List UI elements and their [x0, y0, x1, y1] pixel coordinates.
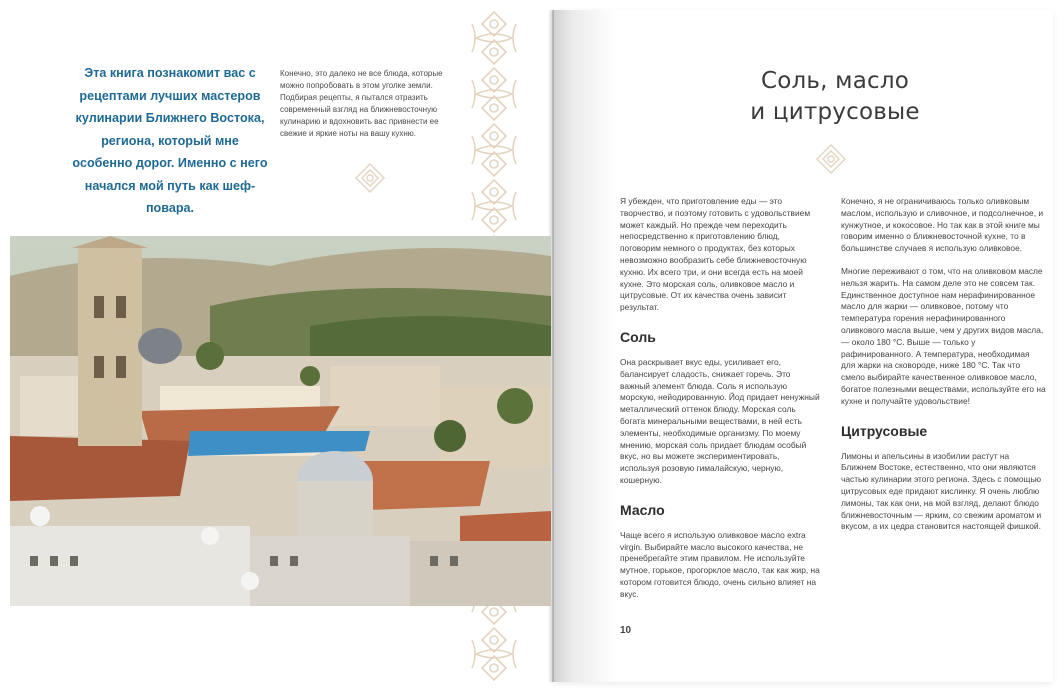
oil-heading: Масло [620, 501, 665, 518]
title-diamond-ornament-icon [815, 143, 847, 175]
intro-paragraph: Я убежден, что приготовление еды — это творчество, и поэтому готовить с удовольствием может каждый. Но прежде чем переходить непосредственно к приготовлению блюд, поговорим немного о продуктах, без которых невозможно вообразить себе ближневосточную кухню. Их всего три, и они всегда есть на моей кухне. Это морская соль, оливковое масло и цитрусовые. От их качества очень зависит результат. [620, 196, 811, 313]
page-title [735, 66, 935, 128]
frying-paragraph: Многие переживают о том, что на оливковом масле нельзя жарить. На самом деле это не совсем так. Единственное доступное нам нерафинированное масло для жарки — оливковое, потому что температура горения нерафинированного оливкового масла выше, чем у других видов масла, — около 180 °С. Выше — только у рафинированного. А температура, необходимая для жарки на сковороде, ниже 180 °С. Так что смело выбирайте качественное оливковое масло, богатое полезными веществами, используйте его на кухне и получайте удовольствие! [841, 265, 1046, 406]
intro-text: Эта книга познакомит вас с рецептами лучших мастеров кулинарии Ближнего Востока, региона, который мне особенно дорог. Именно с него начался мой путь как шеф-повара. [72, 66, 268, 215]
citrus-heading: Цитрусовые [841, 422, 928, 439]
oil-paragraph: Чаще всего я использую оливковое масло extra virgin. Выбирайте масло высокого качества, не пренебрегайте этим правилом. Не используйте мутное, горькое, прогорклое масло, так как жир, на котором готовится блюдо, очень сильно влияет на вкус. [620, 529, 820, 599]
city-photo-icon [10, 236, 551, 606]
text-column-1 [620, 196, 820, 612]
title-line-1: Соль, масло [760, 68, 910, 94]
salt-paragraph: Она раскрывает вкус еды, усиливает его, балансирует сладость, снижает горечь. Это важный элемент блюда. Соль я использую морскую, нейодированную. Йод придает ненужный металлический оттенок блюду. Морская соль богата минеральными веществами, в ней есть элементы, необходимые организму. По моему мнению, морская соль придает блюдам особый вкус, но вы можете экспериментировать, используя розовую гималайскую, черную, кошерную. [620, 356, 820, 485]
page-number: 10 [620, 625, 632, 636]
oil-continued-paragraph: Конечно, я не ограничиваюсь только оливковым маслом, использую и сливочное, и подсолнечное, и кунжутное, и кокосовое. Но так как в этой книге мы говорим именно о ближневосточной кухне, то в большинстве случаев я использую оливковое. [841, 196, 1044, 254]
citrus-paragraph: Лимоны и апельсины в изобилии растут на Ближнем Востоке, естественно, что они являются частью кулинарии этого региона. Здесь с помощью цитрусовых еде придают кислинку. Я очень люблю лимоны, так как они, на мой взгляд, делают блюдо ближневосточным — ярким, со свежим ароматом и вкусом, а их цедра становится настоящей фишкой. [841, 450, 1042, 532]
text-column-2 [841, 196, 1046, 544]
title-line-2: и цитрусовые [750, 99, 920, 125]
salt-heading: Соль [620, 328, 656, 345]
intro-side-text: Конечно, это далеко не все блюда, которые можно попробовать в этом уголке земли. Подбирая рецепты, я пытался отразить современный взгляд на ближневосточную кулинарию и вдохновить вас привнести ее свежие и яркие ноты на вашу кухню. [280, 69, 443, 138]
book-gutter [552, 10, 554, 682]
diamond-ornament-icon [354, 162, 386, 194]
